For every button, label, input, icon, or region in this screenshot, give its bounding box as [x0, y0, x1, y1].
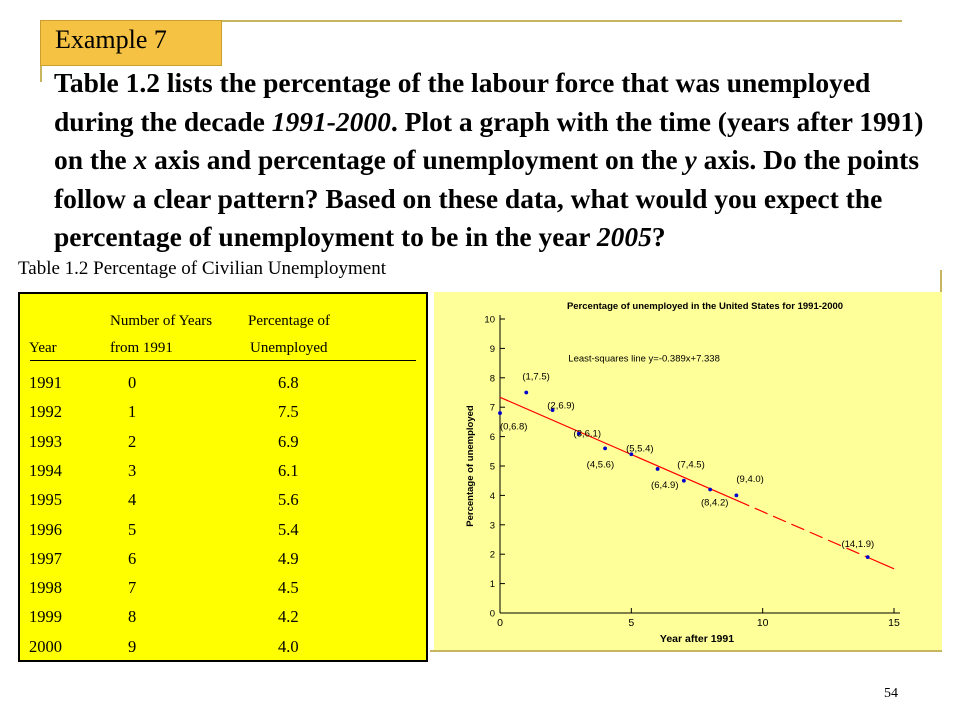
fit-line-label: Least-squares line y=-0.389x+7.338: [568, 353, 720, 365]
table-cell-percent: 5.4: [278, 519, 299, 539]
table-cell-percent: 6.1: [278, 460, 299, 480]
table-cell-years-from-1991: 7: [128, 578, 137, 598]
table-cell-percent: 5.6: [278, 490, 299, 510]
y-tick-label: 6: [489, 432, 495, 444]
data-point-label: (3,6.1): [573, 428, 602, 440]
table-cell-year: 1994: [29, 460, 62, 480]
data-point-label: (14,1.9): [841, 538, 875, 550]
data-point-label: (4,5.6): [586, 459, 615, 471]
data-point-label: (2,6.9): [547, 400, 575, 412]
table-cell-years-from-1991: 9: [128, 636, 137, 656]
y-tick-label: 7: [489, 402, 495, 414]
chart-svg: [434, 292, 942, 650]
x-tick-label: 5: [628, 617, 635, 629]
header-percent-line1: Percentage of: [248, 313, 331, 329]
data-point-label: (6,4.9): [651, 480, 679, 492]
y-tick-label: 3: [489, 520, 495, 532]
y-tick-label: 0: [489, 608, 495, 620]
table-cell-percent: 4.5: [278, 578, 299, 598]
data-point: [682, 479, 686, 483]
data-point-label: (5,5.4): [626, 443, 654, 455]
y-axis-label: Percentage of unemployed: [465, 405, 476, 527]
fit-line-segment: [868, 557, 894, 568]
data-point: [524, 391, 528, 395]
table-cell-percent: 4.9: [278, 548, 299, 568]
example-label: Example 7: [40, 20, 222, 66]
y-tick-label: 10: [484, 314, 495, 326]
data-point: [708, 488, 712, 492]
header-year: Year: [29, 340, 57, 356]
problem-text: Table 1.2 lists the percentage of the labour force that was unemployed during the decade 1991-2000. Plot a graph with the time (years after 1991) on the x axis and percentage of unemployment on the y axis. Do the points follow a clear pattern? Based on these data, what would you expect the percentage of unemployment to be in the year 2005?: [54, 67, 924, 252]
table-cell-years-from-1991: 4: [128, 490, 137, 510]
data-point: [866, 555, 870, 559]
table-cell-years-from-1991: 3: [128, 460, 137, 480]
table-cell-years-from-1991: 8: [128, 607, 137, 627]
data-point-label: (0,6.8): [500, 421, 528, 433]
table-cell-years-from-1991: 5: [128, 519, 137, 539]
scatter-chart: [434, 292, 942, 650]
table-cell-year: 1992: [29, 402, 62, 422]
header-percent-line2: Unemployed: [250, 340, 328, 356]
header-number-line2: from 1991: [110, 340, 173, 356]
table-cell-percent: 4.2: [278, 607, 299, 627]
x-axis-label: Year after 1991: [659, 633, 735, 645]
table-cell-years-from-1991: 1: [128, 402, 137, 422]
data-point: [656, 467, 660, 471]
y-tick-label: 9: [489, 343, 495, 355]
table-cell-year: 1999: [29, 607, 62, 627]
header-rule: [30, 360, 416, 361]
x-tick-label: 15: [888, 617, 900, 629]
table-cell-years-from-1991: 2: [128, 431, 137, 451]
chart-title: Percentage of unemployed in the United States for 1991-2000: [566, 301, 844, 312]
data-point-label: (1,7.5): [522, 371, 550, 383]
table-cell-years-from-1991: 0: [128, 373, 137, 392]
data-table: [18, 292, 428, 662]
left-rule: [40, 64, 42, 82]
data-point: [735, 494, 739, 498]
header-number-line1: Number of Years: [110, 313, 213, 329]
y-tick-label: 1: [489, 579, 495, 591]
table-cell-year: 1995: [29, 490, 62, 510]
table-cell-year: 1997: [29, 548, 62, 568]
page-number: 54: [884, 686, 898, 701]
data-point-label: (7,4.5): [677, 459, 705, 471]
data-point-label: (9,4.0): [736, 474, 764, 486]
table-cell-years-from-1991: 6: [128, 548, 137, 568]
table-cell-percent: 4.0: [278, 636, 299, 656]
y-tick-label: 5: [489, 461, 495, 473]
table-cell-year: 1996: [29, 519, 62, 539]
x-tick-label: 10: [756, 617, 769, 629]
data-point: [603, 446, 607, 450]
table-cell-year: 1998: [29, 578, 62, 598]
y-tick-label: 2: [489, 549, 495, 561]
table-caption: Table 1.2 Percentage of Civilian Unemployment: [18, 258, 387, 279]
data-point: [498, 411, 502, 415]
x-tick-label: 0: [497, 617, 503, 629]
table-cell-year: 1991: [29, 373, 62, 392]
fit-line-segment: [500, 397, 736, 500]
table-cell-percent: 7.5: [278, 402, 299, 422]
y-tick-label: 8: [489, 373, 495, 385]
y-tick-label: 4: [489, 490, 495, 502]
bottom-rule: [430, 650, 942, 652]
table-cell-year: 1993: [29, 431, 62, 451]
table-cell-year: 2000: [29, 636, 62, 656]
data-point-label: (8,4.2): [700, 497, 729, 509]
table-cell-percent: 6.8: [278, 373, 299, 392]
table-cell-percent: 6.9: [278, 431, 299, 451]
